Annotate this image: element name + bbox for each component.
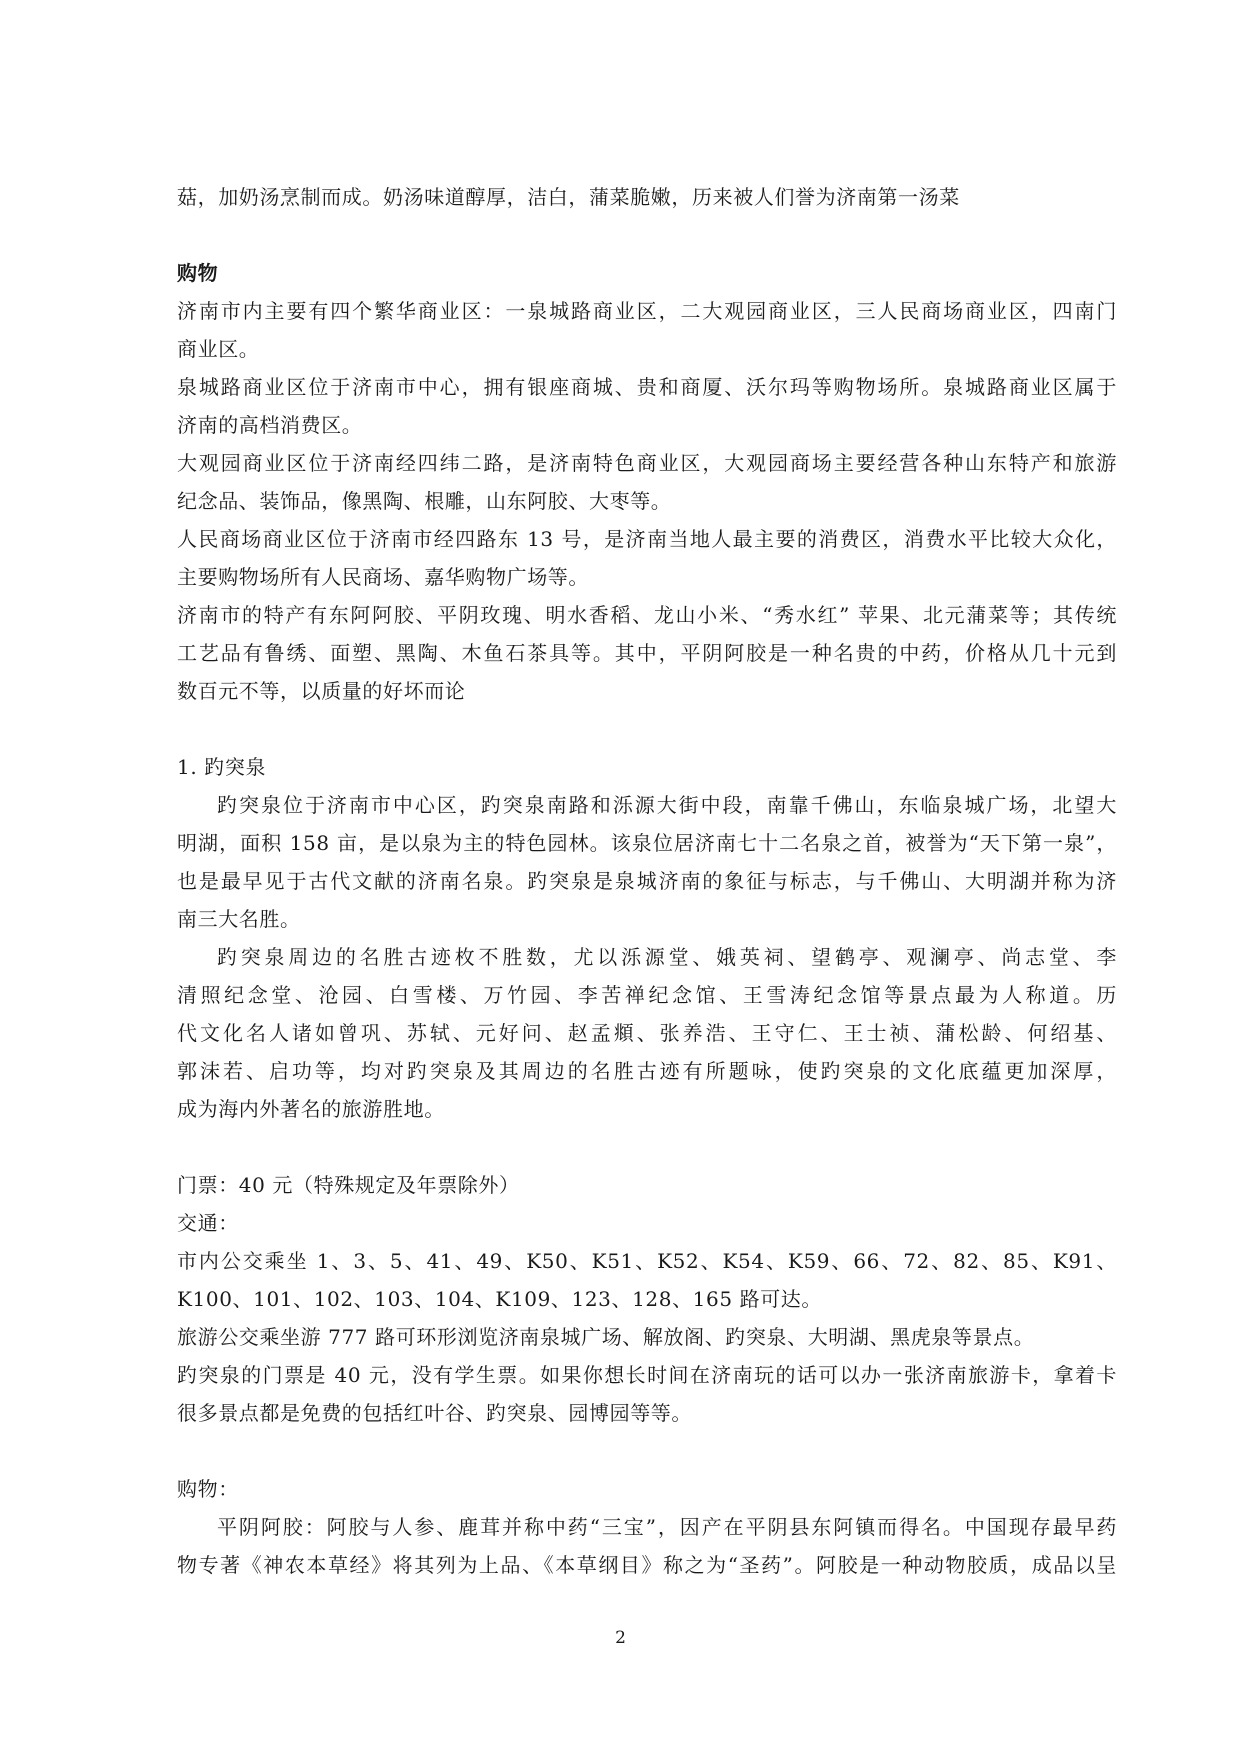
paragraph-line: 泉城路商业区位于济南市中心，拥有银座商城、贵和商厦、沃尔玛等购物场所。泉城路商业区属于 xyxy=(177,375,1117,399)
paragraph-line: 济南的高档消费区。 xyxy=(177,413,363,437)
paragraph-line: 数百元不等，以质量的好坏而论 xyxy=(177,679,466,703)
paragraph-line: 物专著《神农本草经》将其列为上品、《本草纲目》称之为“圣药”。阿胶是一种动物胶质，成品以呈 xyxy=(177,1553,1117,1577)
paragraph-line: 郭沫若、启功等，均对趵突泉及其周边的名胜古迹有所题咏，使趵突泉的文化底蕴更加深厚， xyxy=(177,1059,1117,1083)
paragraph-line: 趵突泉周边的名胜古迹枚不胜数，尤以泺源堂、娥英祠、望鹤亭、观澜亭、尚志堂、李 xyxy=(217,945,1117,969)
paragraph-line: 主要购物场所有人民商场、嘉华购物广场等。 xyxy=(177,565,589,589)
paragraph-line: 趵突泉位于济南市中心区，趵突泉南路和泺源大街中段，南靠千佛山，东临泉城广场，北望大 xyxy=(217,793,1117,817)
paragraph-line: 清照纪念堂、沧园、白雪楼、万竹园、李苦禅纪念馆、王雪涛纪念馆等景点最为人称道。历 xyxy=(177,983,1117,1007)
paragraph-line: 也是最早见于古代文献的济南名泉。趵突泉是泉城济南的象征与标志，与千佛山、大明湖并称为济 xyxy=(177,869,1117,893)
paragraph-line: 南三大名胜。 xyxy=(177,907,301,931)
paragraph-line: 明湖，面积 158 亩，是以泉为主的特色园林。该泉位居济南七十二名泉之首，被誉为“天下第一泉”， xyxy=(177,831,1117,855)
paragraph-line: 商业区。 xyxy=(177,337,260,361)
shopping-label: 购物： xyxy=(177,1477,239,1501)
ticket-info: 门票：40 元（特殊规定及年票除外） xyxy=(177,1173,520,1197)
paragraph-line: 代文化名人诸如曾巩、苏轼、元好问、赵孟頫、张养浩、王守仁、王士祯、蒲松龄、何绍基、 xyxy=(177,1021,1117,1045)
paragraph-line: 人民商场商业区位于济南市经四路东 13 号，是济南当地人最主要的消费区，消费水平比较大众化， xyxy=(177,527,1117,551)
ticket-note: 很多景点都是免费的包括红叶谷、趵突泉、园博园等等。 xyxy=(177,1401,692,1425)
section-heading-shopping: 购物 xyxy=(177,261,219,285)
paragraph-line: 工艺品有鲁绣、面塑、黑陶、木鱼石茶具等。其中，平阴阿胶是一种名贵的中药，价格从几十元到 xyxy=(177,641,1117,665)
paragraph-line: 济南市的特产有东阿阿胶、平阴玫瑰、明水香稻、龙山小米、“秀水红” 苹果、北元蒲菜等；其传统 xyxy=(177,603,1117,627)
paragraph-line: 纪念品、装饰品，像黑陶、根雕，山东阿胶、大枣等。 xyxy=(177,489,672,513)
ticket-note: 趵突泉的门票是 40 元，没有学生票。如果你想长时间在济南玩的话可以办一张济南旅游卡，拿着卡 xyxy=(177,1363,1117,1387)
attraction-title: 1. 趵突泉 xyxy=(177,755,267,779)
paragraph-line: 成为海内外著名的旅游胜地。 xyxy=(177,1097,445,1121)
tour-bus-info: 旅游公交乘坐游 777 路可环形浏览济南泉城广场、解放阁、趵突泉、大明湖、黑虎泉等景点。 xyxy=(177,1325,1035,1349)
paragraph-line: 大观园商业区位于济南经四纬二路，是济南特色商业区，大观园商场主要经营各种山东特产和旅游 xyxy=(177,451,1117,475)
paragraph-line: 平阴阿胶：阿胶与人参、鹿茸并称中药“三宝”，因产在平阴县东阿镇而得名。中国现存最早药 xyxy=(217,1515,1117,1539)
page-content xyxy=(177,178,1117,1584)
transport-label: 交通： xyxy=(177,1211,239,1235)
paragraph-line: 菇，加奶汤烹制而成。奶汤味道醇厚，洁白，蒲菜脆嫩，历来被人们誉为济南第一汤菜 xyxy=(177,185,960,209)
paragraph-line: 济南市内主要有四个繁华商业区：一泉城路商业区，二大观园商业区，三人民商场商业区，四南门 xyxy=(177,299,1117,323)
bus-lines: K100、101、102、103、104、K109、123、128、165 路可达。 xyxy=(177,1287,823,1311)
page-number: 2 xyxy=(615,1628,626,1648)
bus-lines: 市内公交乘坐 1、3、5、41、49、K50、K51、K52、K54、K59、66、72、82、85、K91、 xyxy=(177,1249,1117,1273)
